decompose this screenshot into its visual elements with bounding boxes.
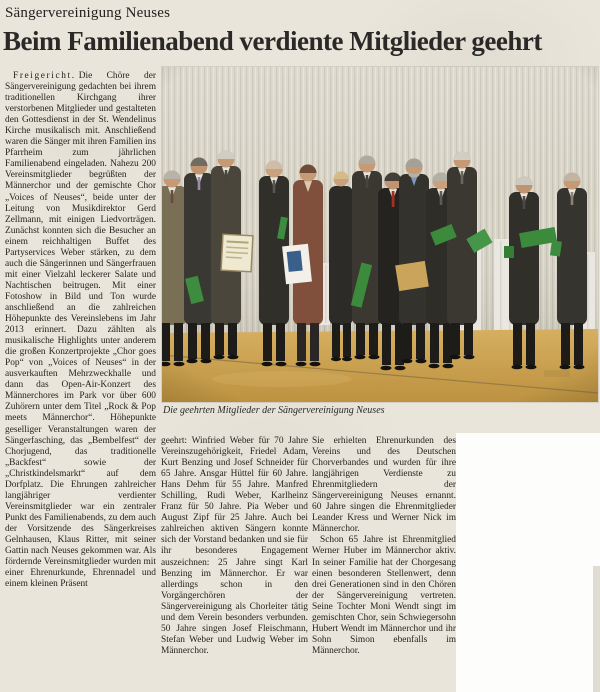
left-column <box>5 71 156 683</box>
page-white-margin <box>456 433 600 692</box>
photo-vignette <box>162 67 598 402</box>
kicker: Sängervereinigung Neuses <box>5 5 171 21</box>
middle-column <box>161 436 308 683</box>
right-column-paragraph-2: Schon 65 Jahre ist Ehrenmitglied Werner Huber im Männerchor aktiv. In seiner Familie hat der Chorgesang einen besonderen Stellenwert, denn drei Generationen sind in den Chören der Sängervereinigung vertreten. Seine Tochter Moni Wendt singt im gemischten Chor, sein Schwiegersohn Hubert Wendt im Männerchor und ihr Sohn Simon ebenfalls im Männerchor. <box>312 535 456 656</box>
article-photo <box>162 67 598 402</box>
headline: Beim Familienabend verdiente Mitglieder geehrt <box>3 26 542 56</box>
right-column-paragraph-1: Sie erhielten Ehrenurkunden des Vereins und des Deutschen Chorverbandes und wurden für ihre langjährigen Verdienste zu Ehrenmitgliedern der Sängervereinigung Neuses ernannt. 60 Jahre singen die Ehrenmitglieder Leander Kress und Werner Nick im Männerchor. <box>312 436 456 535</box>
left-column-text <box>5 71 156 590</box>
middle-column-text: geehrt: Winfried Weber für 70 Jahre Vereinszugehörigkeit, Friedel Adam, Kurt Benzing und Josef Schneider für 65 Jahre. Ansgar Hüttel für 60 Jahre. Hans Dehm für 55 Jahre. Manfred Schilling, Rudi Weber, Karlheinz Franz für 50 Jahre. Pia Weber und August Zipf für 25 Jahre. Auch bei zahlreichen aktiven Sängern konnte sich der Vorstand bedanken und sie für ihr besonderes Engagement auszeichnen: 25 Jahre singt Karl Benzing im Männerchor. Er war allerdings schon in den Vorgängerchören der Sängervereinigung als Chorleiter tätig und dem Verein besonders verbunden. 50 Jahre singen Josef Fleischmann, Stefan Weber und Ludwig Weber im Männerchor. <box>161 436 308 656</box>
clipping-edge-shadow <box>593 566 600 692</box>
right-column <box>312 436 456 683</box>
photo-illustration <box>162 67 598 402</box>
dateline: Freigericht. <box>13 71 76 81</box>
left-column-body: Die Chöre der Sängervereinigung gedachten bei ihrem traditionellen Kirchgang ihrer verstorbenen Mitglieder und gestalteten den Gottesdienst in der St. Wendelinus Kirche musikalisch mit. Anschließend waren die Sänger mit ihren Familien ins Pfarrheim zum jährlichen Familienabend eingeladen. Nahezu 200 Vereinsmitglieder begrüßten der Männerchor und der gemischte Chor „Voices of Neuses“, beide unter der Leitung von Musikdirektor Gerd Zellmann, mit einigen Liedvorträgen. Zunächst konnten sich die Besucher an einem reichhaltigen Buffet des Partyservices Weber stärken, zu dem auch die Sängerinnen und Sängerfrauen mit einer Vielzahl leckerer Salate und Nachtischen beitrugen. Mit einer Fotoshow in Bild und Ton wurde anschließend an die zahlreichen Höhepunkte des Vereinslebens im Jahr 2013 erinnert. Dazu zählten als musikalische Highlights unter anderem die großen Konzertprojekte „Chor goes Pop“ von „Voices of Neuses“ in der ausverkauften Mehrzweckhalle und dann das Open-Air-Konzert des Männerchores im Park vor über 600 Zuhörern unter dem Titel „Rock & Pop meets Männerchor“. Höhepunkte geselliger Veranstaltungen waren der Sängerfasching, das „Bembelfest“ der Chorjugend, das traditionelle „Backfest“ sowie der „Christkindelsmarkt“ auf dem Dorfplatz. Die Ehrungen zahlreicher langjähriger verdienter Vereinsmitglieder war ein zentraler Punkt des Familienabends, zu dem auch der Vorsitzende des Sängerkreises Gelnhausen, Klaus Ritter, mit seiner Gattin nach Neuses gekommen war. Als fördernde Vereinsmitglieder wurden mit einer Ehrenurkunde, Ehrennadel und einem kleinen Präsent <box>5 71 156 590</box>
photo-caption: Die geehrten Mitglieder der Sängervereinigung Neuses <box>163 405 385 416</box>
